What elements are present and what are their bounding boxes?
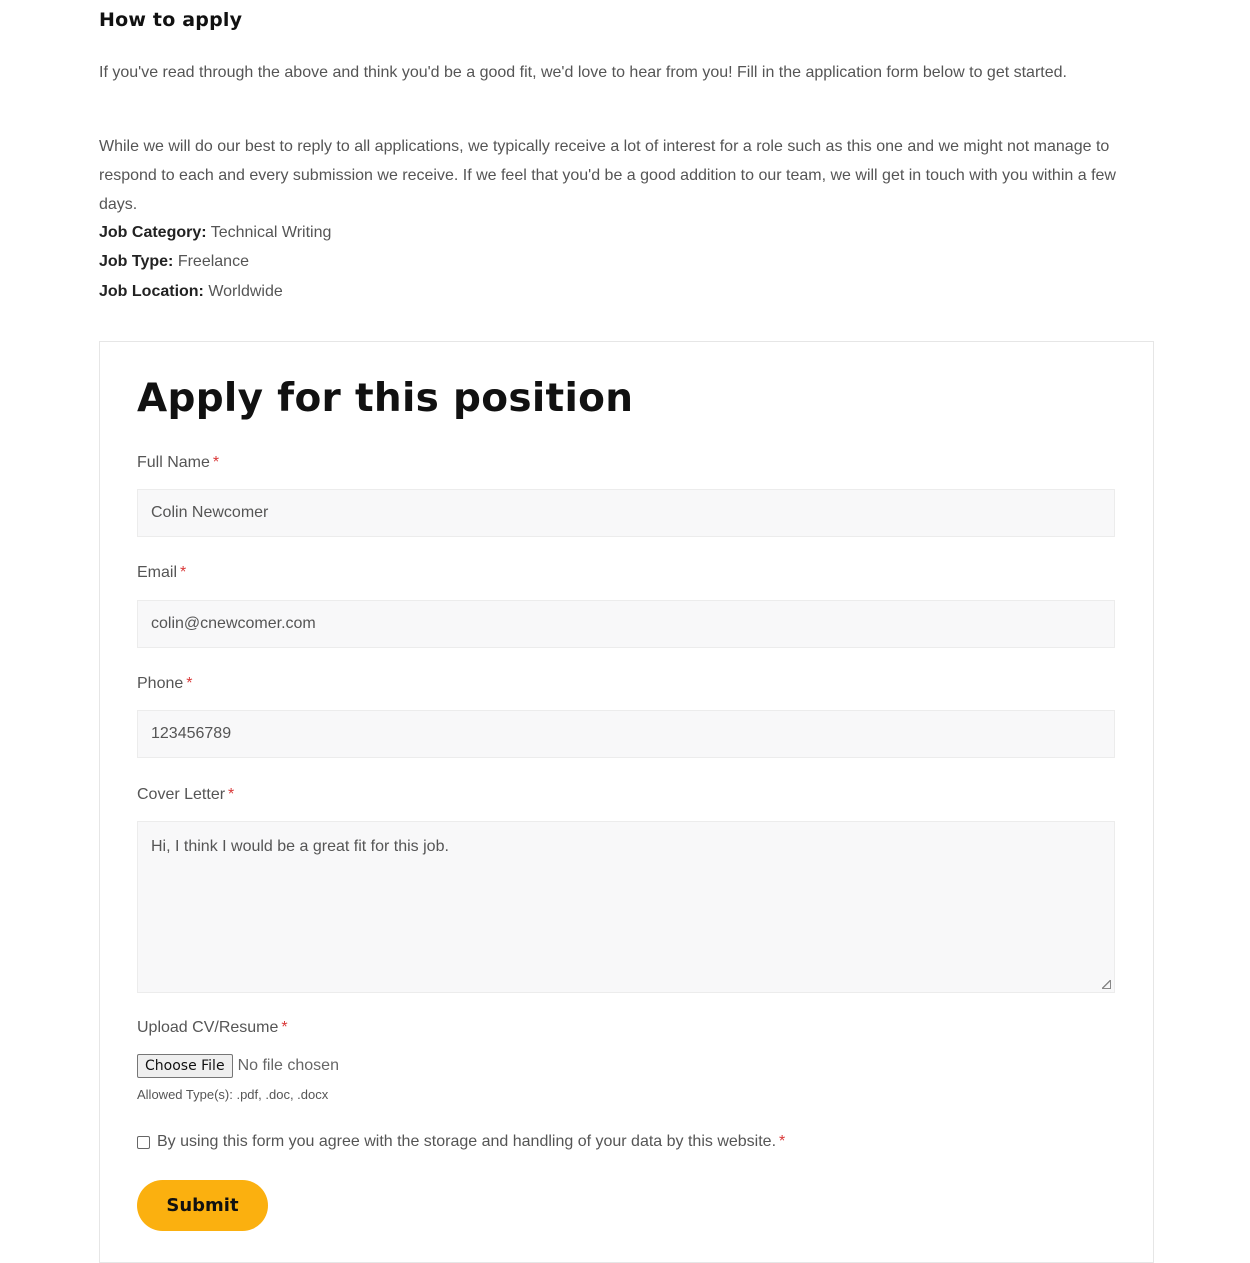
cover-letter-text: Hi, I think I would be a great fit for this job.: [151, 838, 449, 855]
required-marker: *: [281, 1019, 288, 1036]
allowed-types-hint: Allowed Type(s): .pdf, .doc, .docx: [137, 1087, 329, 1102]
job-category-label: Job Category:: [99, 224, 207, 241]
required-marker: *: [779, 1133, 786, 1150]
phone-label-text: Phone: [137, 675, 184, 692]
resize-handle-icon[interactable]: [1102, 980, 1111, 989]
job-category-value: Technical Writing: [210, 224, 332, 241]
required-marker: *: [186, 675, 193, 692]
required-marker: *: [180, 564, 187, 581]
full-name-label: [137, 454, 219, 472]
cover-letter-label-text: Cover Letter: [137, 786, 226, 803]
phone-label: [137, 675, 193, 693]
cover-letter-label: [137, 786, 234, 804]
consent-text: By using this form you agree with the storage and handling of your data by this website.: [157, 1133, 777, 1150]
phone-input[interactable]: 123456789: [137, 710, 1115, 758]
job-type-label: Job Type:: [99, 253, 174, 270]
email-label: [137, 564, 186, 582]
choose-file-button[interactable]: Choose File: [137, 1054, 233, 1078]
intro-paragraph-2: While we will do our best to reply to all applications, we typically receive a lot of interest for a role such as this one and we might not manage to respond to each and every submission we receive. If we feel that you'd be a good addition to our team, we will get in touch with you within a few days.: [99, 138, 1116, 213]
application-form: [99, 341, 1154, 1263]
full-name-input[interactable]: Colin Newcomer: [137, 489, 1115, 537]
consent-row: [137, 1133, 785, 1151]
form-title: Apply for this position: [137, 376, 634, 421]
job-type-value: Freelance: [177, 253, 249, 270]
file-upload: [137, 1054, 339, 1078]
consent-checkbox[interactable]: [137, 1136, 150, 1149]
job-location-label: Job Location:: [99, 283, 204, 300]
job-location: [99, 283, 283, 301]
full-name-label-text: Full Name: [137, 454, 210, 471]
email-label-text: Email: [137, 564, 178, 581]
how-to-apply-heading: How to apply: [99, 9, 243, 31]
email-input[interactable]: colin@cnewcomer.com: [137, 600, 1115, 648]
no-file-chosen-text: No file chosen: [237, 1057, 339, 1074]
job-type: [99, 253, 249, 271]
intro-paragraph-1: If you've read through the above and think you'd be a good fit, we'd love to hear from you! Fill in the application form below to get started.: [99, 64, 1067, 81]
required-marker: *: [228, 786, 235, 803]
upload-label-text: Upload CV/Resume: [137, 1019, 279, 1036]
upload-label: [137, 1019, 288, 1037]
cover-letter-textarea[interactable]: [137, 821, 1115, 993]
job-category: [99, 224, 331, 242]
job-location-value: Worldwide: [208, 283, 283, 300]
submit-button[interactable]: Submit: [137, 1180, 268, 1231]
required-marker: *: [212, 454, 220, 471]
